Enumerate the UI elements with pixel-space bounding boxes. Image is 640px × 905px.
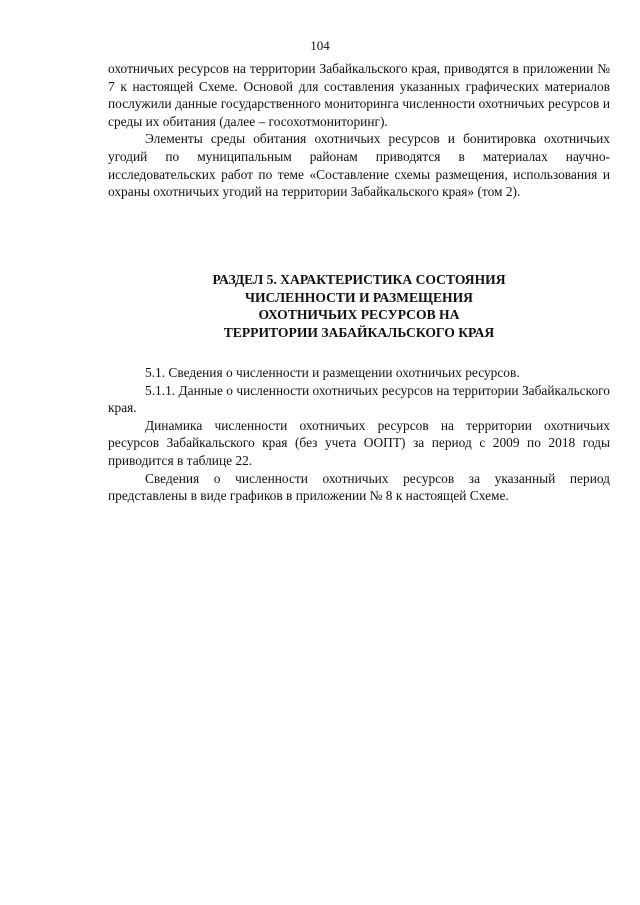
section-heading	[108, 271, 610, 341]
intro-paragraph-2: Элементы среды обитания охотничьих ресурсов и бонитировка охотничьих угодий по муниципальным районам приводятся в материалах научно-исследовательских работ по теме «Составление схемы размещения, использования и охраны охотничьих угодий на территории Забайкальского края» (том 2).	[108, 131, 610, 200]
dynamics-paragraph: Динамика численности охотничьих ресурсов на территории охотничьих ресурсов Забайкальского края (без учета ООПТ) за период с 2009 по 2018 годы приводится в таблице 22.	[108, 417, 610, 468]
page-number: 104	[310, 38, 330, 53]
section-text-block	[108, 364, 610, 505]
section-heading-line-3: ОХОТНИЧЬИХ РЕСУРСОВ НА	[258, 307, 460, 323]
intro-text-block	[108, 60, 610, 201]
subsection-5-1-title: 5.1. Сведения о численности и размещении охотничьих ресурсов.	[145, 365, 520, 380]
subsection-5-1-1-title: 5.1.1. Данные о численности охотничьих ресурсов на территории Забайкальского края.	[108, 382, 610, 416]
section-heading-line-1: РАЗДЕЛ 5. ХАРАКТЕРИСТИКА СОСТОЯНИЯ	[212, 272, 506, 287]
intro-paragraph-1: охотничьих ресурсов на территории Забайкальского края, приводятся в приложении № 7 к настоящей Схеме. Основой для составления указанных графических материалов послужили данные государственного мониторинга численности охотничьих ресурсов и среды их обитания (далее – госохотмониторинг).	[108, 61, 610, 129]
graphs-paragraph: Сведения о численности охотничьих ресурсов за указанный период представлены в виде графиков в приложении № 8 к настоящей Схеме.	[108, 470, 610, 504]
section-heading-line-4: ТЕРРИТОРИИ ЗАБАЙКАЛЬСКОГО КРАЯ	[223, 324, 495, 340]
section-heading-line-2: ЧИСЛЕННОСТИ И РАЗМЕЩЕНИЯ	[244, 289, 473, 305]
